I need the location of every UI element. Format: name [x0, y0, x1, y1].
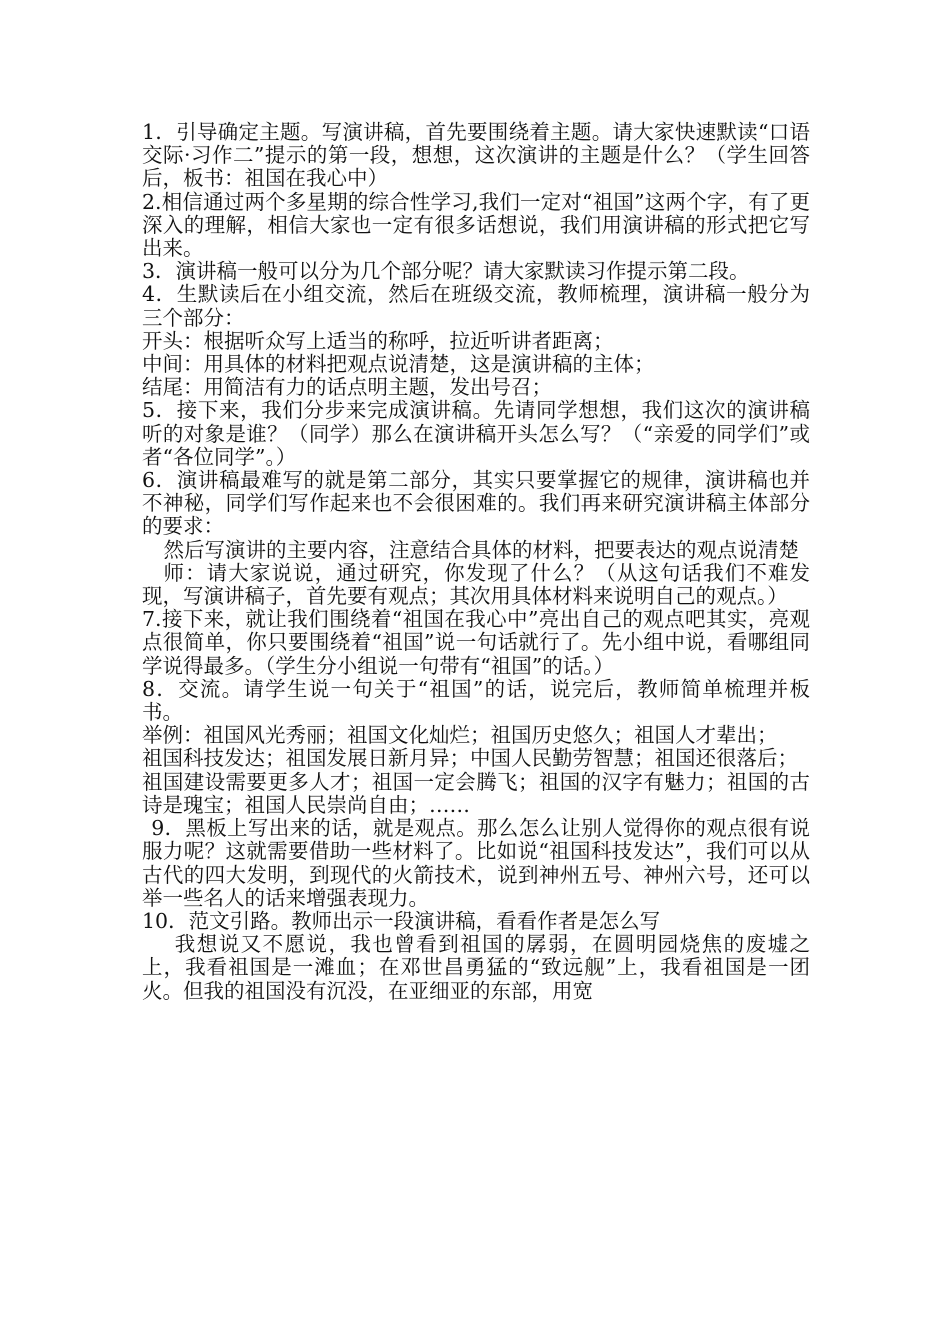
paragraph-ending: 结尾：用简洁有力的话点明主题，发出号召；: [142, 375, 552, 400]
paragraph-sample-speech: 我想说又不愿说，我也曾看到祖国的孱弱，在圆明园烧焦的废墟之上，我看祖国是一滩血；在邓世昌勇猛的“致远舰”上，我看祖国是一团火。但我的祖国没有沉没，在亚细亚的东部，用宽: [142, 932, 810, 1003]
paragraph-examples-2: 祖国科技发达；祖国发展日新月异；中国人民勤劳智慧；祖国还很落后；: [142, 746, 798, 771]
paragraph-10: 10．范文引路。教师出示一段演讲稿，看看作者是怎么写: [142, 908, 661, 933]
paragraph-teacher: 师：请大家说说，通过研究，你发现了什么？（从这句话我们不难发现，写演讲稿子，首先要有观点；其次用具体材料来说明自己的观点。）: [142, 560, 810, 609]
paragraph-examples-1: 举例：祖国风光秀丽；祖国文化灿烂；祖国历史悠久；祖国人才辈出；: [142, 723, 778, 748]
paragraph-main-content: 然后写演讲的主要内容，注意结合具体的材料，把要表达的观点说清楚: [163, 537, 800, 562]
paragraph-4: 4．生默读后在小组交流，然后在班级交流，教师梳理，演讲稿一般分为三个部分：: [142, 282, 810, 330]
paragraph-5: 5．接下来，我们分步来完成演讲稿。先请同学想想，我们这次的演讲稿听的对象是谁？（同学）那么在演讲稿开头怎么写？（“亲爱的同学们”或者“各位同学”。）: [142, 398, 810, 469]
paragraph-9: 9．黑板上写出来的话，就是观点。那么怎么让别人觉得你的观点很有说服力呢？这就需要借助一些材料了。比如说“祖国科技发达”，我们可以从古代的四大发明，到现代的火箭技术，说到神州五号、神州六号，还可以举一些名人的话来增强表现力。: [142, 816, 810, 910]
paragraph-examples-3: 祖国建设需要更多人才；祖国一定会腾飞；祖国的汉字有魅力；祖国的古诗是瑰宝；祖国人民崇尚自由；……: [142, 769, 810, 817]
paragraph-1: 1．引导确定主题。写演讲稿，首先要围绕着主题。请大家快速默读“口语交际·习作二”提示的第一段，想想，这次演讲的主题是什么？（学生回答后，板书：祖国在我心中）: [142, 120, 810, 191]
paragraph-middle: 中间：用具体的材料把观点说清楚，这是演讲稿的主体；: [142, 352, 655, 377]
paragraph-7: 7.接下来，就让我们围绕着“祖国在我心中”亮出自己的观点吧其实，亮观点很简单，你只要围绕着“祖国”说一句话就行了。先小组中说，看哪组同学说得最多。（学生分小组说一句带有“祖国”的话。）: [142, 607, 810, 678]
document-page: [142, 121, 810, 1003]
paragraph-3: 3．演讲稿一般可以分为几个部分呢？请大家默读习作提示第二段。: [142, 259, 750, 284]
paragraph-2: 2.相信通过两个多星期的综合性学习,我们一定对“祖国”这两个字，有了更深入的理解，相信大家也一定有很多话想说，我们用演讲稿的形式把它写出来。: [142, 189, 810, 261]
paragraph-6: 6．演讲稿最难写的就是第二部分，其实只要掌握它的规律，演讲稿也并不神秘，同学们写作起来也不会很困难的。我们再来研究演讲稿主体部分的要求：: [142, 468, 810, 539]
paragraph-8: 8．交流。请学生说一句关于“祖国”的话，说完后，教师简单梳理并板书。: [142, 676, 810, 725]
paragraph-opening: 开头：根据听众写上适当的称呼，拉近听讲者距离；: [142, 328, 614, 353]
